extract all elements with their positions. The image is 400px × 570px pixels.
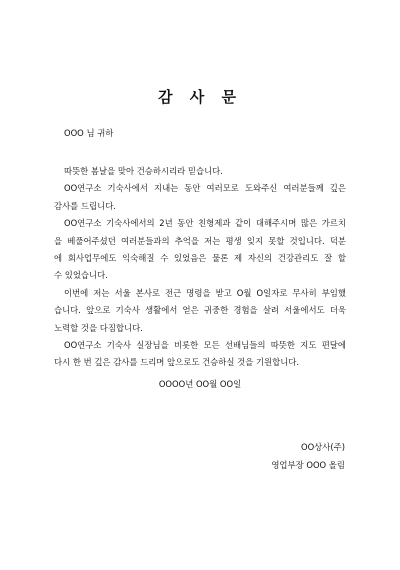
recipient-line: OOO 님 귀하 (64, 128, 114, 138)
body-line: 을 베풀어주셨던 여러분들과의 추억을 저는 평생 잊지 못할 것입니다. 덕분 (54, 235, 346, 246)
body-line: OO연구소 기숙사에서의 2년 동안 친형제과 같이 대해주시며 많은 가르치 (64, 218, 346, 229)
body-line: 이번에 저는 서울 본사로 전근 명령을 받고 O월 O일자로 무사히 부임했 (64, 287, 346, 298)
letter-date: OOOO년 OO월 OO일 (158, 379, 242, 389)
body-line: 따뜻한 봄날을 맞아 건승하시리라 믿습니다. (64, 166, 223, 176)
sender-company: OO상사(주) (301, 442, 345, 452)
body-line: 수 있었습니다. (54, 270, 108, 281)
body-line: 에 회사업무에도 익숙해질 수 있었음은 물론 제 자신의 건강관리도 잘 할 (54, 252, 346, 263)
body-line: 감사를 드립니다. (54, 200, 116, 211)
document-title: 감 사 문 (158, 88, 242, 106)
body-line: OO연구소 기숙사에서 지내는 동안 여러모로 도와주신 여러분들께 깊은 (64, 183, 346, 194)
sender-signature: 영업부장 OOO 올림 (271, 460, 345, 470)
body-line: 다시 한 번 깊은 감사를 드리며 앞으로도 건승하실 것을 기원합니다. (54, 357, 300, 368)
body-line: 습니다. 앞으로 기숙사 생활에서 얻은 귀중한 경험을 살려 서울에서도 더욱 (54, 305, 346, 316)
body-line: 노력할 것을 다짐합니다. (54, 322, 143, 333)
body-line: OO연구소 기숙사 실장님을 비롯한 모든 선배님들의 따뜻한 지도 편달에 (64, 339, 346, 350)
letter-body (54, 163, 346, 372)
